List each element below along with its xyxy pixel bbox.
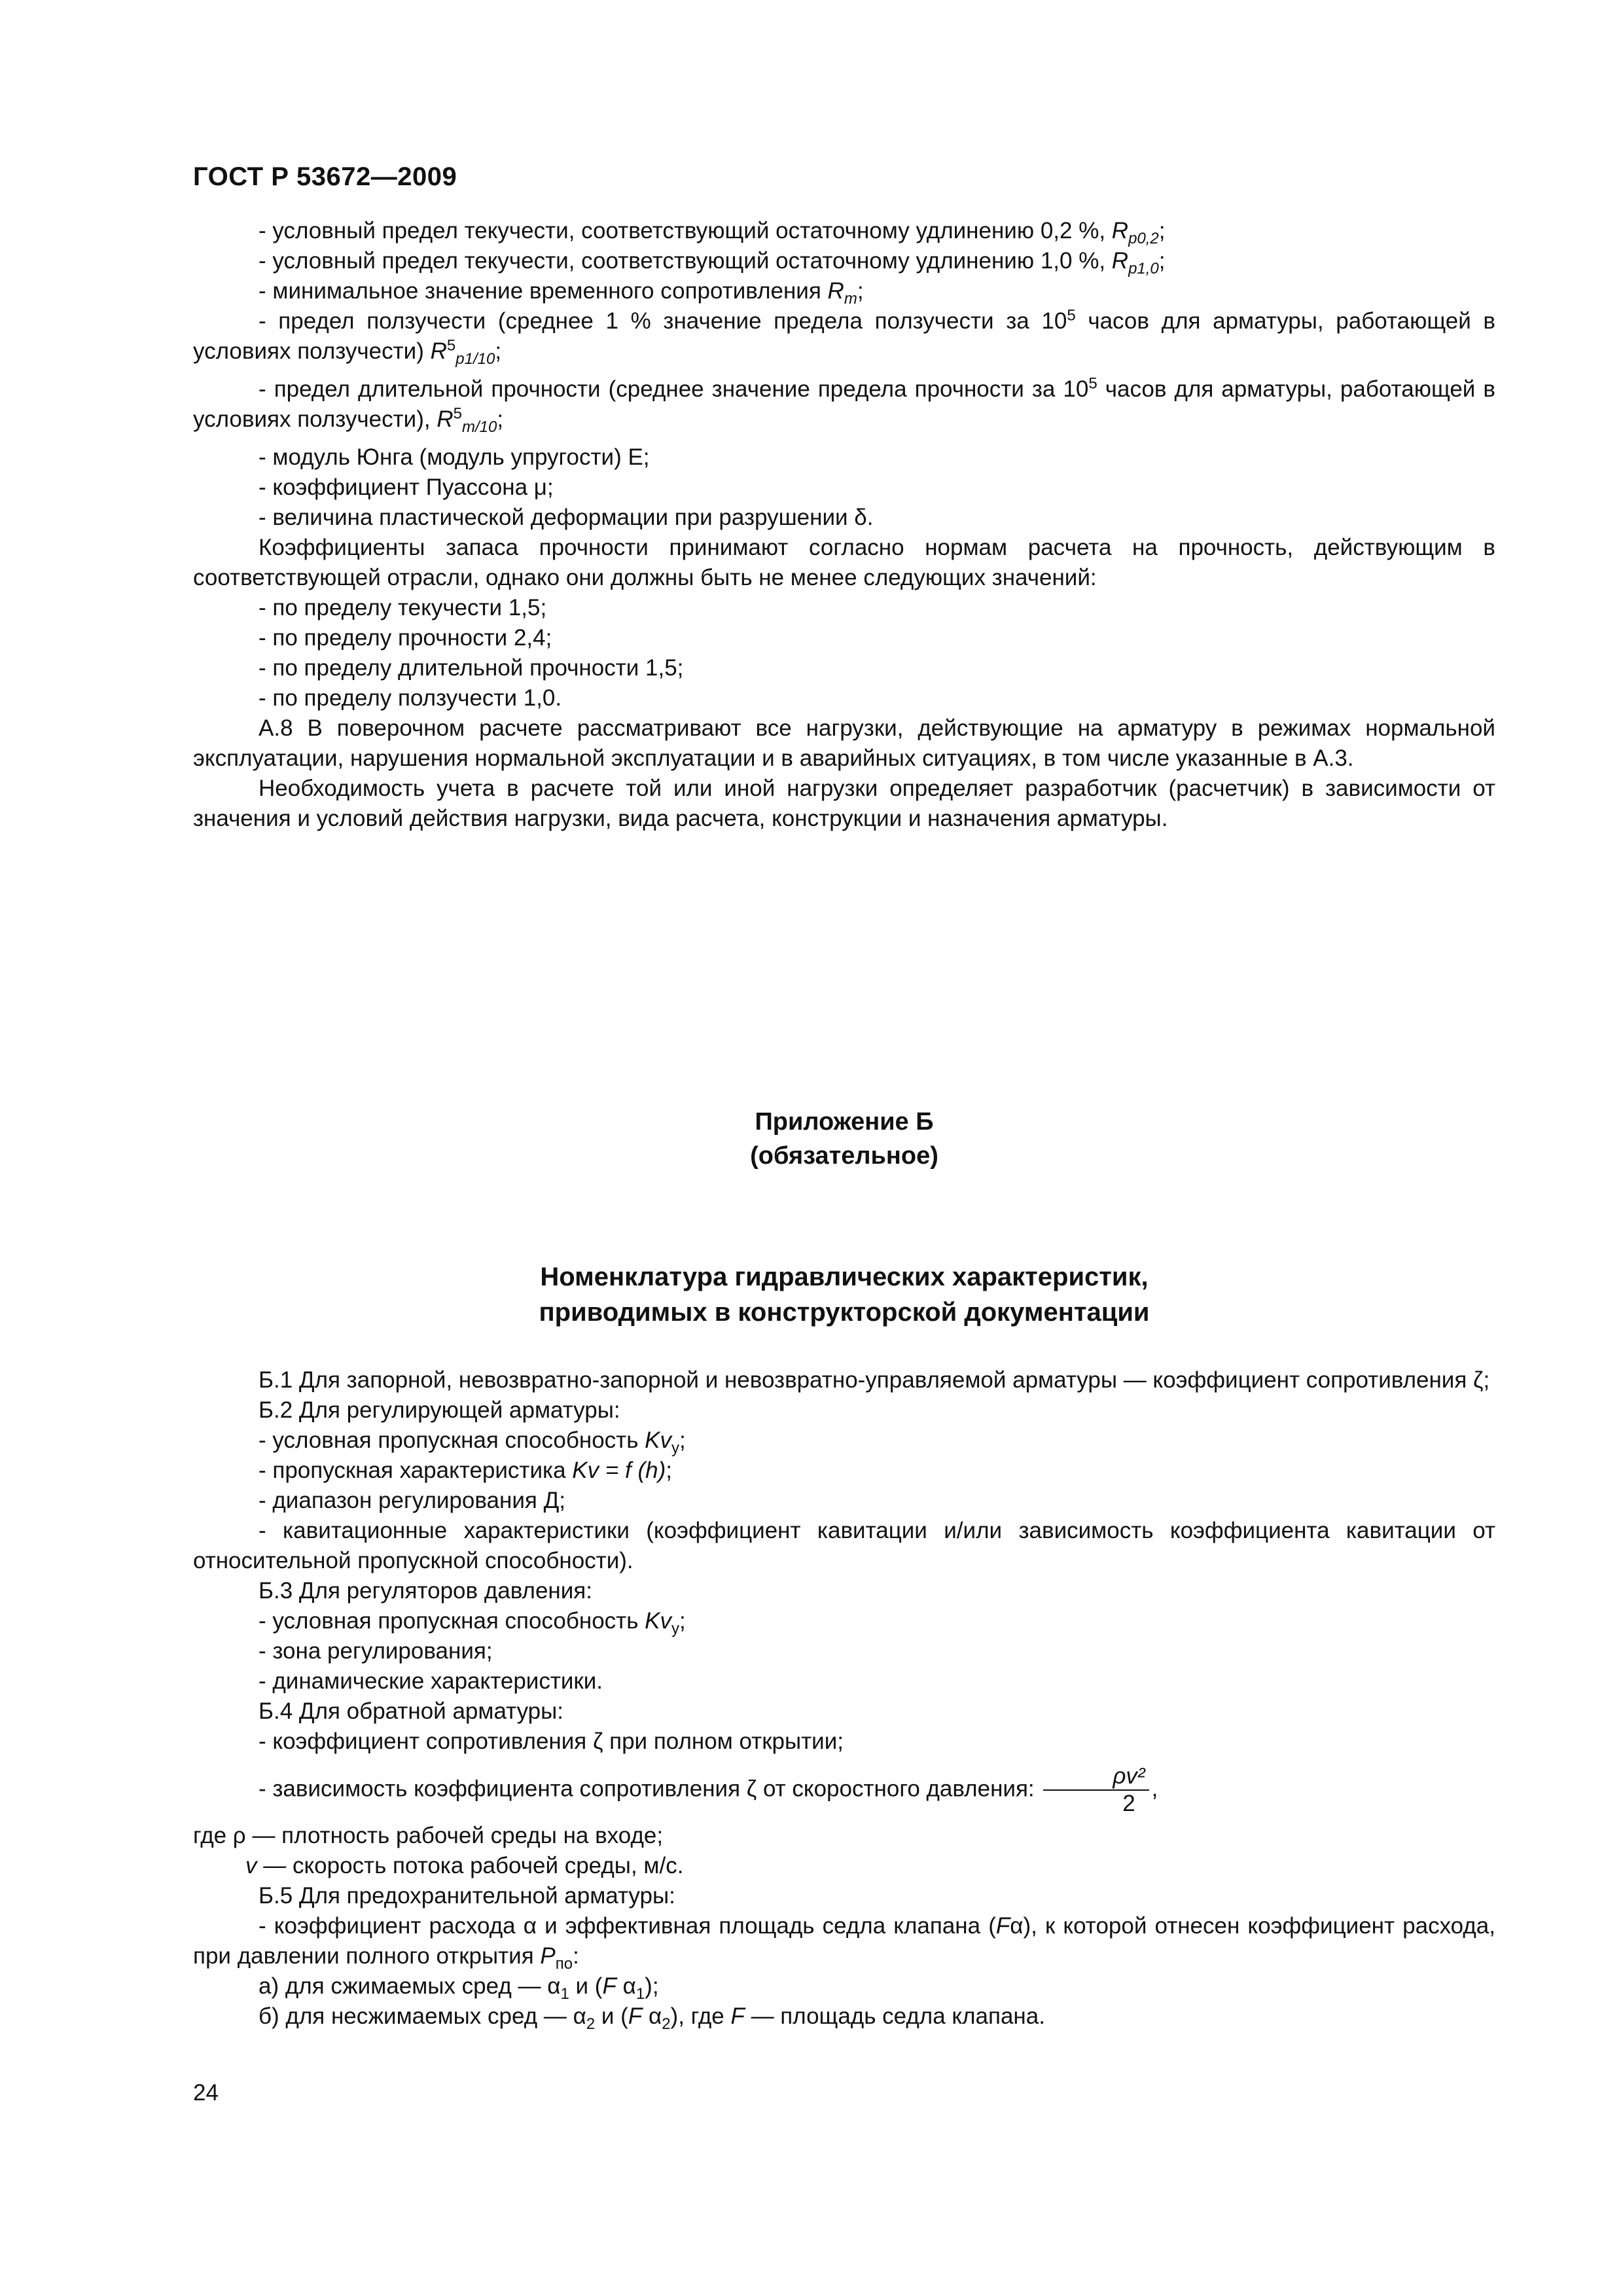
list-item: - по пределу текучести 1,5; — [259, 595, 547, 620]
where-clause: v — скорость потока рабочей среды, м/с. — [245, 1853, 684, 1878]
list-item: - пропускная характеристика Kv = f (h); — [259, 1458, 672, 1483]
list-item: - по пределу прочности 2,4; — [259, 625, 552, 651]
list-item: - модуль Юнга (модуль упругости) Е; — [259, 444, 650, 470]
page-number: 24 — [193, 2080, 219, 2106]
list-item: - зона регулирования; — [259, 1638, 493, 1664]
appendix-title-line: Номенклатура гидравлических характеристик, — [540, 1263, 1149, 1291]
document-header: ГОСТ Р 53672—2009 — [193, 162, 457, 191]
appendix-title-line: приводимых в конструкторской документации — [539, 1298, 1150, 1327]
creep-limit-item: - предел ползучести (среднее 1 % значение предела ползучести за $10^5$ часов для арматуры, работающей в условиях ползучести) $R^5_{p1/10}$; — [193, 306, 1495, 368]
formula-fraction: $\frac{\text{ρv²}}{2}$ — [1043, 1763, 1149, 1817]
list-item: - условная пропускная способность $Kv_y$; — [259, 1427, 686, 1457]
list-item: - условная пропускная способность $Kv_y$; — [259, 1608, 686, 1638]
section-b — [193, 1365, 1495, 2032]
subsection-heading: Б.2 Для регулирующей арматуры: — [259, 1397, 620, 1423]
appendix-label: Приложение Б — [755, 1108, 934, 1136]
list-item: - кавитационные характеристики (коэффициент кавитации и/или зависимость коэффициента кавитации от относительной пропускной способности). — [193, 1518, 1495, 1573]
list-item: - коэффициент Пуассона μ; — [259, 475, 554, 500]
subsection-heading: Б.3 Для регуляторов давления: — [259, 1578, 592, 1604]
appendix-title — [193, 1259, 1495, 1330]
list-item: - по пределу ползучести 1,0. — [259, 685, 562, 711]
paragraph: Необходимость учета в расчете той или иной нагрузки определяет разработчик (расчетчик) в зависимости от значения и условий действия нагрузки, вида расчета, конструкции и назначения арматуры. — [193, 776, 1495, 831]
appendix-status: (обязательное) — [750, 1142, 938, 1170]
paragraph: Коэффициенты запаса прочности принимают согласно нормам расчета на прочность, действующим в соответствующей отрасли, однако они должны быть не менее следующих значений: — [193, 535, 1495, 590]
list-item: - минимальное значение временного сопротивления $R_m$; — [259, 278, 864, 308]
list-item: - условный предел текучести, соответствующий остаточному удлинению 1,0 %, $R_{p1,0}$; — [259, 248, 1166, 278]
list-item: - величина пластической деформации при разрушении δ. — [259, 505, 874, 530]
list-item: б) для несжимаемых сред — $\alpha_2$ и (F $\alpha_2$), где F — площадь седла клапана. — [259, 2003, 1045, 2033]
list-item: - диапазон регулирования Д; — [259, 1488, 565, 1513]
list-item: - зависимость коэффициента сопротивления ζ от скоростного давления: $\frac{\text{ρv²}}{2}$ , — [259, 1763, 1158, 1816]
long-strength-item: - предел длительной прочности (среднее значение предела прочности за $10^5$ часов для арматуры, работающей в условиях ползучести), $R^5_{m/10}$; — [193, 374, 1495, 436]
list-item: - коэффициент сопротивления ζ при полном открытии; — [259, 1729, 844, 1754]
appendix-heading — [193, 1105, 1495, 1173]
where-clause: где ρ — плотность рабочей среды на входе; — [193, 1823, 664, 1848]
section-a — [193, 216, 1495, 834]
paragraph: Б.1 Для запорной, невозвратно-запорной и невозвратно-управляемой арматуры — коэффициент сопротивления ζ; — [259, 1367, 1490, 1393]
subsection-heading: Б.5 Для предохранительной арматуры: — [259, 1883, 675, 1909]
list-item: а) для сжимаемых сред — $\alpha_1$ и (F $\alpha_1$); — [259, 1973, 659, 2003]
list-item: - условный предел текучести, соответствующий остаточному удлинению 0,2 %, $R_{p0,2}$; — [259, 218, 1166, 247]
subsection-heading: Б.4 Для обратной арматуры: — [259, 1698, 564, 1724]
list-item: - по пределу длительной прочности 1,5; — [259, 655, 684, 681]
paragraph: А.8 В поверочном расчете рассматривают все нагрузки, действующие на арматуру в режимах нормальной эксплуатации, нарушения нормальной эксплуатации и в аварийных ситуациях, в том числе указанные в А.3. — [193, 715, 1495, 771]
paragraph: - коэффициент расхода α и эффективная площадь седла клапана (Fα), к которой отнесен коэффициент расхода, при давлении полного открытия $P_{по}$: — [193, 1913, 1495, 1973]
list-item: - динамические характеристики. — [259, 1668, 603, 1694]
